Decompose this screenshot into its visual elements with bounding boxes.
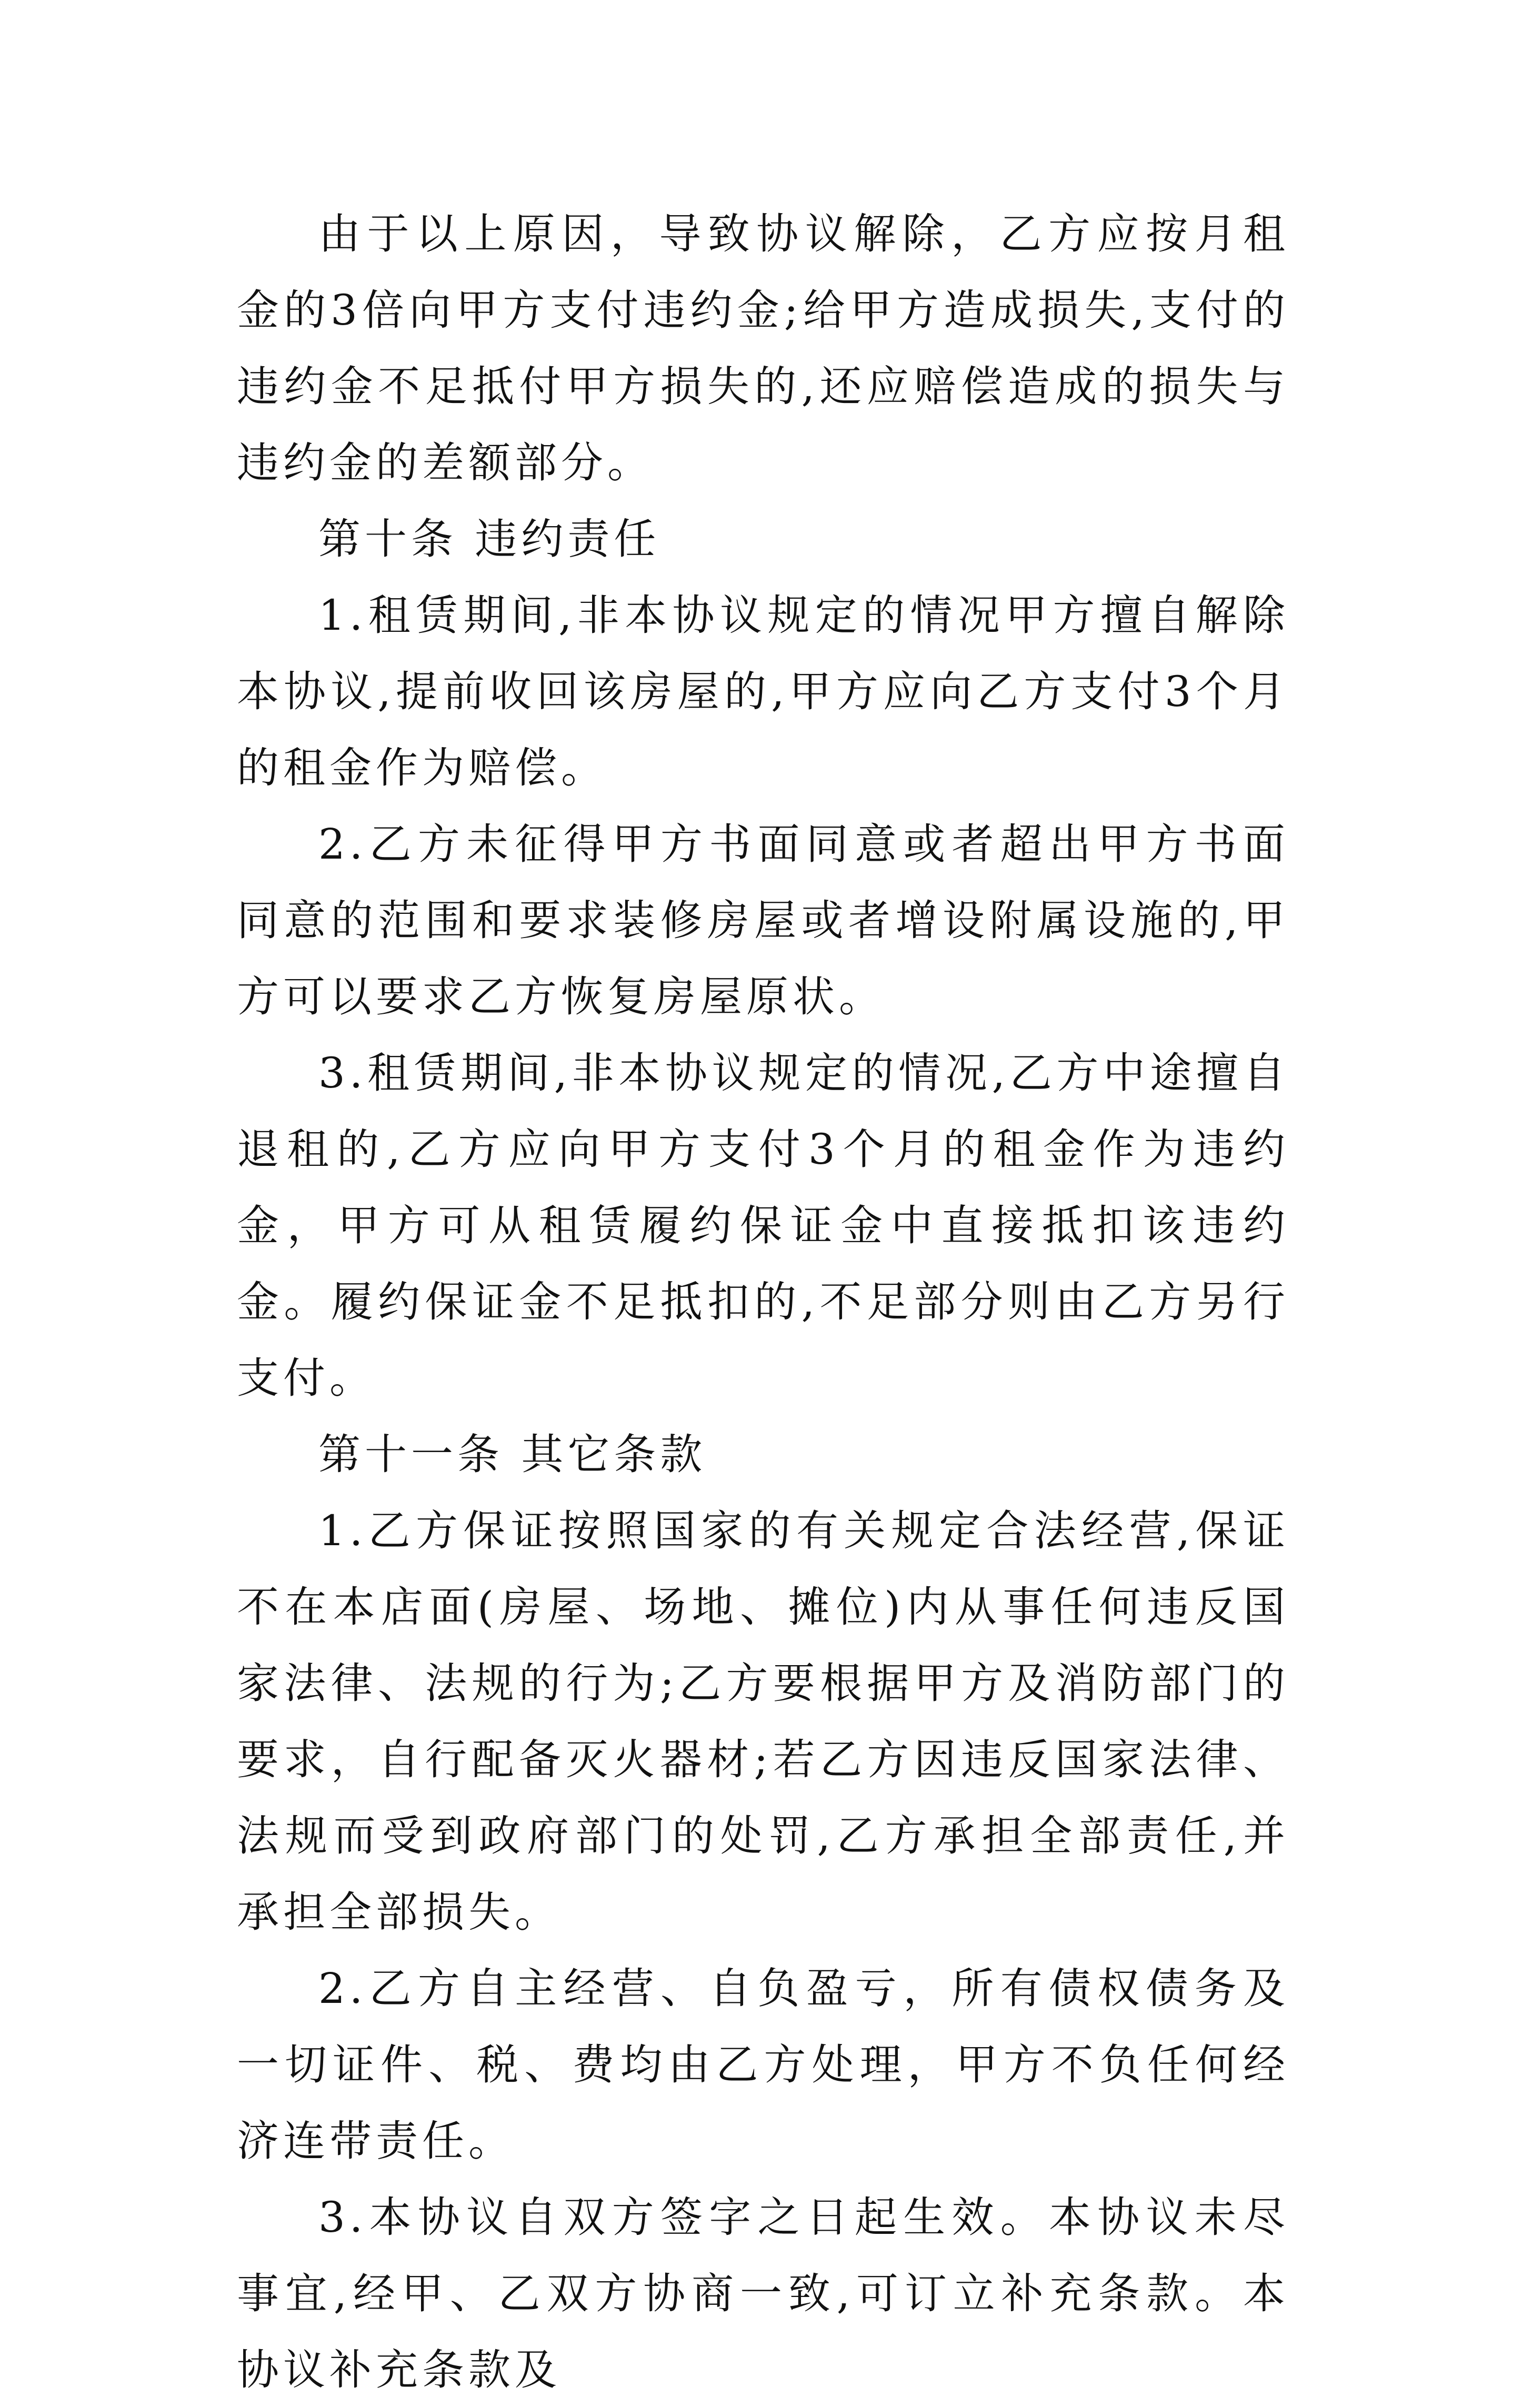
article-10-heading: 第十条 违约责任 — [318, 515, 660, 563]
article-10-clause-1: 1.租赁期间,非本协议规定的情况甲方擅自解除本协议,提前收回该房屋的,甲方应向乙方支付3个月的租金作为赔偿。 — [237, 591, 1289, 792]
article-11-clause-1: 1.乙方保证按照国家的有关规定合法经营,保证不在本店面(房屋、场地、摊位)内从事任何违反国家法律、法规的行为;乙方要根据甲方及消防部门的要求，自行配备灭火器材;若乙方因违反国家法律、法规而受到政府部门的处罚,乙方承担全部责任,并承担全部损失。 — [237, 1506, 1289, 1937]
paragraph-termination-penalty: 由于以上原因，导致协议解除，乙方应按月租金的3倍向甲方支付违约金;给甲方造成损失,支付的违约金不足抵付甲方损失的,还应赔偿造成的损失与违约金的差额部分。 — [237, 209, 1289, 487]
document-body — [237, 196, 1289, 2408]
article-11-clause-3: 3.本协议自双方签字之日起生效。本协议未尽事宜,经甲、乙双方协商一致,可订立补充条款。本协议补充条款及 — [237, 2193, 1289, 2394]
article-10-clause-2: 2.乙方未征得甲方书面同意或者超出甲方书面同意的范围和要求装修房屋或者增设附属设施的,甲方可以要求乙方恢复房屋原状。 — [237, 820, 1289, 1021]
article-11-clause-2: 2.乙方自主经营、自负盈亏，所有债权债务及一切证件、税、费均由乙方处理，甲方不负任何经济连带责任。 — [237, 1964, 1289, 2165]
article-11-heading: 第十一条 其它条款 — [318, 1430, 707, 1479]
article-10-clause-3: 3.租赁期间,非本协议规定的情况,乙方中途擅自退租的,乙方应向甲方支付3个月的租金作为违约金，甲方可从租赁履约保证金中直接抵扣该违约金。履约保证金不足抵扣的,不足部分则由乙方另行支付。 — [237, 1049, 1289, 1403]
